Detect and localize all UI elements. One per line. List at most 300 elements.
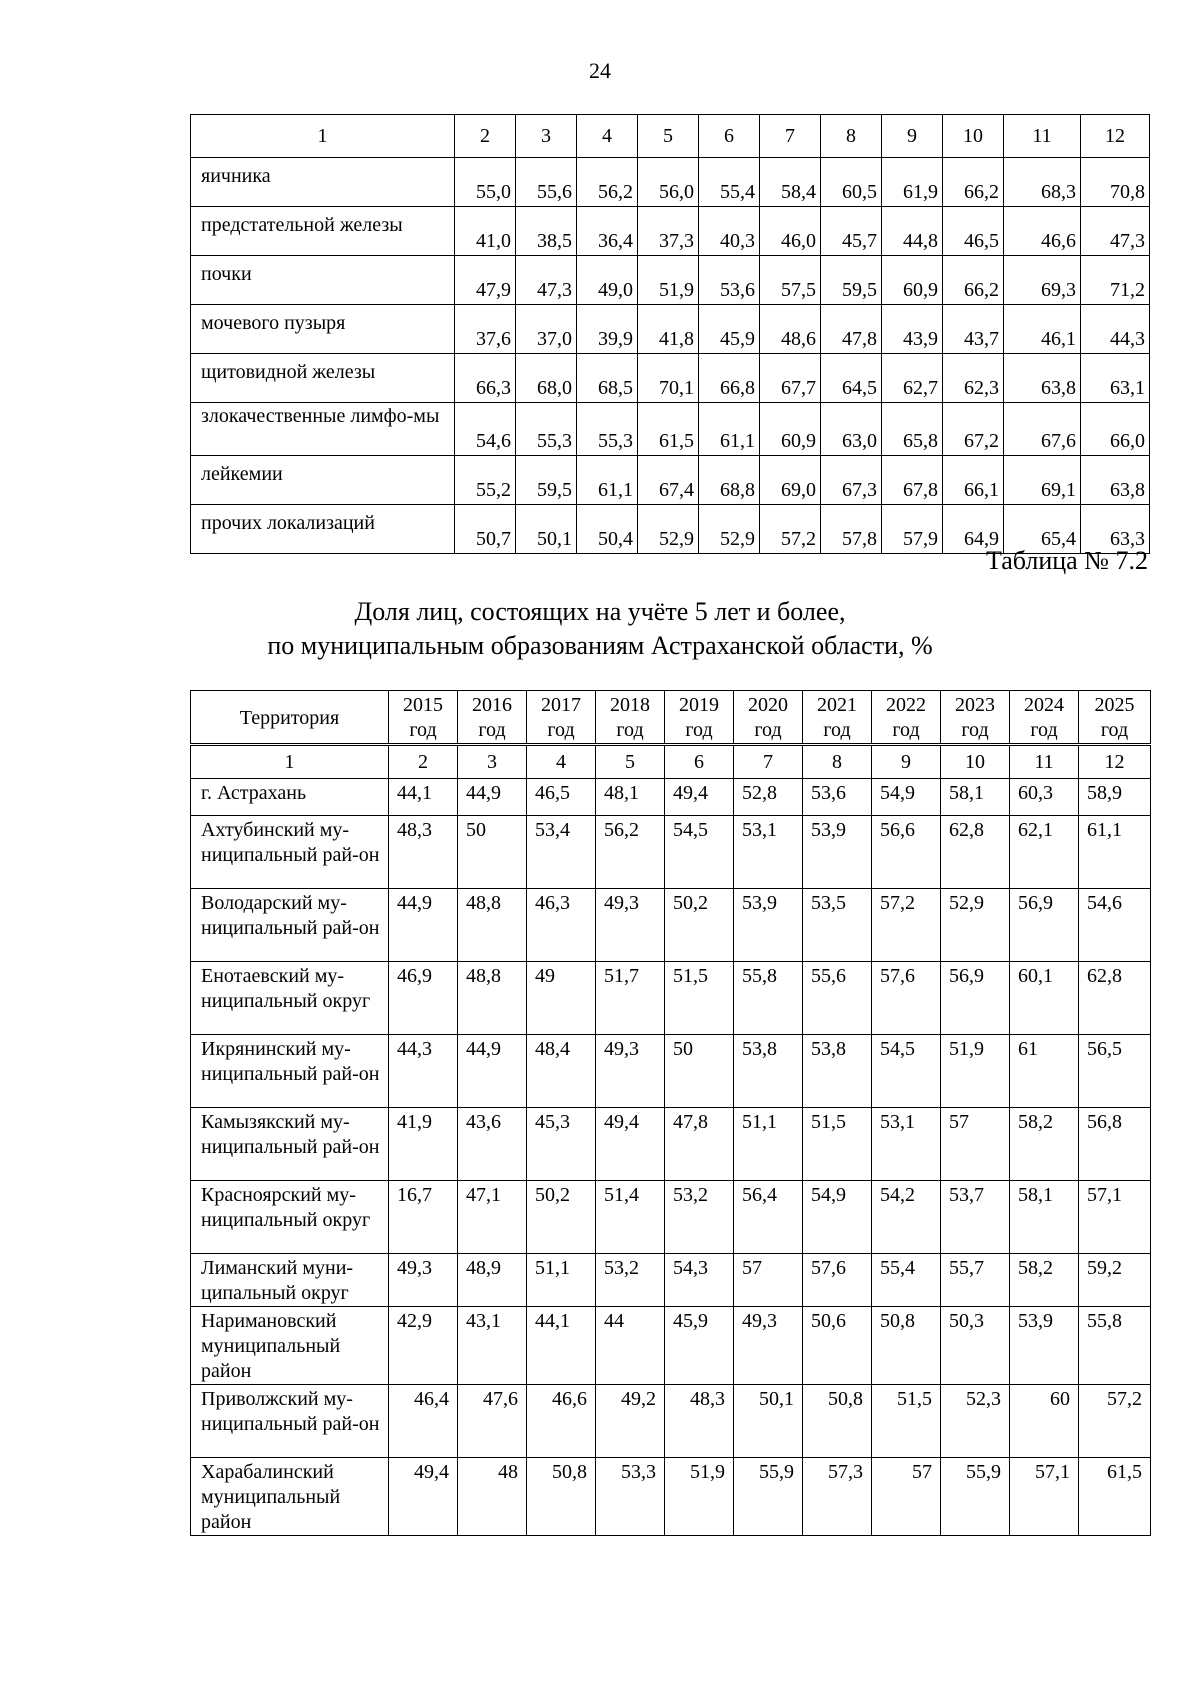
table-cell: 67,8: [882, 456, 943, 505]
year-unit: год: [1030, 719, 1058, 741]
table-cell: 55,4: [699, 158, 760, 207]
table-cell: 36,4: [577, 207, 638, 256]
table-cell: 57,2: [872, 889, 941, 962]
table-cell: 46,1: [1004, 305, 1081, 354]
table-cell: 51,1: [734, 1108, 803, 1181]
table-row: [191, 889, 1151, 962]
table-cell: 67,4: [638, 456, 699, 505]
table-cell: 50,6: [803, 1307, 872, 1385]
table1-header-cell: 11: [1004, 115, 1081, 158]
table-cell: 60,1: [1010, 962, 1079, 1035]
table1-header-cell: 2: [455, 115, 516, 158]
table-cell: 57,8: [821, 505, 882, 554]
table-cell: 56,9: [941, 962, 1010, 1035]
table-cell: 49,4: [596, 1108, 665, 1181]
table-cell: 44: [596, 1307, 665, 1385]
table-cell: 62,3: [943, 354, 1004, 403]
table-row: [191, 962, 1151, 1035]
table1-header-cell: 12: [1081, 115, 1150, 158]
table-cell: 51,4: [596, 1181, 665, 1254]
table-cell: 60,9: [760, 403, 821, 456]
table-cell: 48,8: [458, 962, 527, 1035]
table-row: [191, 207, 1150, 256]
table-cell: 69,3: [1004, 256, 1081, 305]
table-cell: 16,7: [389, 1181, 458, 1254]
table-cell: 55,7: [941, 1254, 1010, 1307]
territory-name: г. Астрахань: [191, 779, 389, 816]
table-cell: 50,8: [527, 1458, 596, 1536]
column-number-cell: 10: [941, 745, 1010, 779]
table-cell: 60,5: [821, 158, 882, 207]
territory-name: Наримановский муниципальный район: [191, 1307, 389, 1385]
row-label: лейкемии: [191, 456, 455, 505]
table-title-line-1: Доля лиц, состоящих на учёте 5 лет и более,: [354, 597, 846, 626]
table-cell: 56,2: [596, 816, 665, 889]
year-header-cell: [527, 691, 596, 745]
table-cell: 53,2: [665, 1181, 734, 1254]
table-cell: 54,3: [665, 1254, 734, 1307]
table-cell: 46,5: [527, 779, 596, 816]
table2-header-row: [191, 691, 1151, 745]
table-cell: 49,3: [596, 889, 665, 962]
table-cell: 54,5: [872, 1035, 941, 1108]
table-cell: 61,5: [638, 403, 699, 456]
year-unit: год: [616, 719, 644, 741]
column-number-cell: 1: [191, 745, 389, 779]
column-number-cell: 5: [596, 745, 665, 779]
row-label: почки: [191, 256, 455, 305]
table-cell: 62,8: [1079, 962, 1151, 1035]
table-cell: 57,1: [1079, 1181, 1151, 1254]
table-cell: 55,3: [577, 403, 638, 456]
year-header-cell: [803, 691, 872, 745]
table1-header-cell: 9: [882, 115, 943, 158]
table-cell: 49,2: [596, 1385, 665, 1458]
row-label: прочих локализаций: [191, 505, 455, 554]
table-cell: 56,6: [872, 816, 941, 889]
row-label: мочевого пузыря: [191, 305, 455, 354]
table-row: [191, 1385, 1151, 1458]
year-header-cell: [458, 691, 527, 745]
table-cell: 46,0: [760, 207, 821, 256]
table-cell: 51,5: [803, 1108, 872, 1181]
year-header-cell: [734, 691, 803, 745]
table-row: [191, 1035, 1151, 1108]
table-cell: 68,0: [516, 354, 577, 403]
year-label: 2019: [679, 694, 719, 716]
table-cell: 44,1: [389, 779, 458, 816]
table-cell: 52,9: [638, 505, 699, 554]
table-cell: 47,9: [455, 256, 516, 305]
table-cell: 48,8: [458, 889, 527, 962]
table-cell: 66,0: [1081, 403, 1150, 456]
table-cell: 56,9: [1010, 889, 1079, 962]
table-cell: 54,5: [665, 816, 734, 889]
table-row: [191, 305, 1150, 354]
table-cell: 58,1: [941, 779, 1010, 816]
table-cell: 51,9: [941, 1035, 1010, 1108]
table-cell: 62,1: [1010, 816, 1079, 889]
table-cell: 50,1: [734, 1385, 803, 1458]
table-cell: 66,2: [943, 256, 1004, 305]
table-cell: 44,9: [458, 779, 527, 816]
table1-header-cell: 6: [699, 115, 760, 158]
table-cell: 54,9: [872, 779, 941, 816]
table1-header-row: [191, 115, 1150, 158]
year-header-cell: [596, 691, 665, 745]
table-cell: 57,1: [1010, 1458, 1079, 1536]
year-unit: год: [409, 719, 437, 741]
column-number-cell: 3: [458, 745, 527, 779]
territory-name: Ахтубинский му-ниципальный рай-он: [191, 816, 389, 889]
table-cell: 45,9: [665, 1307, 734, 1385]
year-header-cell: [1010, 691, 1079, 745]
table-cell: 62,7: [882, 354, 943, 403]
table-cell: 54,6: [455, 403, 516, 456]
table-cell: 56,2: [577, 158, 638, 207]
table-cell: 57,2: [760, 505, 821, 554]
year-label: 2015: [403, 694, 443, 716]
table-cell: 68,3: [1004, 158, 1081, 207]
table-cell: 37,0: [516, 305, 577, 354]
table-cell: 37,6: [455, 305, 516, 354]
table-cell: 53,8: [803, 1035, 872, 1108]
table1-header-cell: 8: [821, 115, 882, 158]
territory-name: Енотаевский му-ниципальный округ: [191, 962, 389, 1035]
table-cell: 58,4: [760, 158, 821, 207]
table1-header-cell: 1: [191, 115, 455, 158]
table-cell: 48: [458, 1458, 527, 1536]
table-cell: 55,6: [803, 962, 872, 1035]
year-unit: год: [1100, 719, 1129, 741]
table-row: [191, 1458, 1151, 1536]
table-cell: 58,1: [1010, 1181, 1079, 1254]
territory-name: Володарский му-ниципальный рай-он: [191, 889, 389, 962]
table-cell: 61,5: [1079, 1458, 1151, 1536]
table-cell: 66,1: [943, 456, 1004, 505]
year-label: 2020: [748, 694, 788, 716]
table-row: [191, 456, 1150, 505]
territory-name: Красноярский му-ниципальный округ: [191, 1181, 389, 1254]
table-cell: 68,8: [699, 456, 760, 505]
table-row: [191, 1307, 1151, 1385]
table-cell: 55,8: [1079, 1307, 1151, 1385]
table-cell: 70,8: [1081, 158, 1150, 207]
table-cell: 45,9: [699, 305, 760, 354]
table-cell: 69,1: [1004, 456, 1081, 505]
table-cell: 46,5: [943, 207, 1004, 256]
table-cell: 61,1: [1079, 816, 1151, 889]
table-cell: 51,9: [665, 1458, 734, 1536]
table-cell: 46,3: [527, 889, 596, 962]
table-row: [191, 1181, 1151, 1254]
table-cell: 46,6: [1004, 207, 1081, 256]
column-number-cell: 11: [1010, 745, 1079, 779]
table-cell: 58,2: [1010, 1108, 1079, 1181]
year-label: 2023: [955, 694, 995, 716]
table-cell: 57,3: [803, 1458, 872, 1536]
table-cell: 51,5: [872, 1385, 941, 1458]
table-cell: 49,0: [577, 256, 638, 305]
table-cell: 44,1: [527, 1307, 596, 1385]
table-cell: 60: [1010, 1385, 1079, 1458]
table-cell: 63,1: [1081, 354, 1150, 403]
year-label: 2024: [1024, 694, 1064, 716]
table-cell: 53,8: [734, 1035, 803, 1108]
year-header-cell: [665, 691, 734, 745]
table-cell: 52,9: [941, 889, 1010, 962]
table-cell: 53,5: [803, 889, 872, 962]
table-cell: 50: [458, 816, 527, 889]
row-label: щитовидной железы: [191, 354, 455, 403]
table-cell: 48,9: [458, 1254, 527, 1307]
table-row: [191, 779, 1151, 816]
table2-number-row: [191, 745, 1151, 779]
oncology-table-continued: [190, 114, 1150, 554]
table-cell: 53,9: [734, 889, 803, 962]
table-cell: 41,0: [455, 207, 516, 256]
table-cell: 61,1: [699, 403, 760, 456]
table-cell: 61,1: [577, 456, 638, 505]
table-cell: 57: [941, 1108, 1010, 1181]
table-caption: Таблица № 7.2: [985, 546, 1148, 575]
table-cell: 54,9: [803, 1181, 872, 1254]
table-cell: 47,3: [516, 256, 577, 305]
table-cell: 57,6: [872, 962, 941, 1035]
table-cell: 48,3: [389, 816, 458, 889]
year-unit: год: [754, 719, 782, 741]
year-header-cell: [941, 691, 1010, 745]
year-unit: год: [892, 719, 920, 741]
table-row: [191, 158, 1150, 207]
table-cell: 39,9: [577, 305, 638, 354]
year-label: 2017: [541, 694, 581, 716]
table-cell: 48,6: [760, 305, 821, 354]
year-unit: год: [823, 719, 851, 741]
table-cell: 46,4: [389, 1385, 458, 1458]
year-unit: год: [478, 719, 506, 741]
table-cell: 51,7: [596, 962, 665, 1035]
table-cell: 67,2: [943, 403, 1004, 456]
table-cell: 59,2: [1079, 1254, 1151, 1307]
table-cell: 55,0: [455, 158, 516, 207]
year-label: 2025: [1094, 694, 1135, 716]
year-unit: год: [547, 719, 575, 741]
table-cell: 71,2: [1081, 256, 1150, 305]
table-cell: 49: [527, 962, 596, 1035]
territory-name: Камызякский му-ниципальный рай-он: [191, 1108, 389, 1181]
year-label: 2021: [817, 694, 857, 716]
row-label: предстательной железы: [191, 207, 455, 256]
table-cell: 66,3: [455, 354, 516, 403]
table-cell: 68,5: [577, 354, 638, 403]
table-cell: 48,4: [527, 1035, 596, 1108]
table-cell: 57: [872, 1458, 941, 1536]
table-cell: 53,6: [699, 256, 760, 305]
table-cell: 45,3: [527, 1108, 596, 1181]
table-cell: 43,1: [458, 1307, 527, 1385]
table-row: [191, 816, 1151, 889]
year-unit: год: [961, 719, 989, 741]
table-cell: 51,9: [638, 256, 699, 305]
table-cell: 65,4: [1004, 505, 1081, 554]
table-cell: 53,2: [596, 1254, 665, 1307]
municipal-table: [190, 690, 1151, 1536]
table-cell: 45,7: [821, 207, 882, 256]
table-cell: 43,6: [458, 1108, 527, 1181]
table-cell: 51,1: [527, 1254, 596, 1307]
table-cell: 69,0: [760, 456, 821, 505]
table-cell: 41,8: [638, 305, 699, 354]
table-cell: 44,3: [389, 1035, 458, 1108]
year-label: 2018: [610, 694, 650, 716]
table-title-line-2: по муниципальным образованиям Астраханской области, %: [267, 631, 933, 660]
table-cell: 48,1: [596, 779, 665, 816]
territory-name: Приволжский му-ниципальный рай-он: [191, 1385, 389, 1458]
table-cell: 63,8: [1004, 354, 1081, 403]
table-cell: 47,8: [665, 1108, 734, 1181]
table-cell: 50,8: [872, 1307, 941, 1385]
table-cell: 47,6: [458, 1385, 527, 1458]
table-cell: 65,8: [882, 403, 943, 456]
table-cell: 53,6: [803, 779, 872, 816]
table-cell: 52,3: [941, 1385, 1010, 1458]
table-cell: 49,4: [665, 779, 734, 816]
table-cell: 56,8: [1079, 1108, 1151, 1181]
table-cell: 43,9: [882, 305, 943, 354]
year-unit: год: [685, 719, 713, 741]
table-row: [191, 1108, 1151, 1181]
table-cell: 52,9: [699, 505, 760, 554]
year-label: 2016: [472, 694, 512, 716]
table-cell: 53,1: [872, 1108, 941, 1181]
table-cell: 38,5: [516, 207, 577, 256]
page-number: 24: [589, 58, 611, 83]
year-header-cell: [389, 691, 458, 745]
column-number-cell: 7: [734, 745, 803, 779]
table1-header-cell: 7: [760, 115, 821, 158]
table-cell: 49,3: [596, 1035, 665, 1108]
table-cell: 57,5: [760, 256, 821, 305]
table-cell: 55,9: [734, 1458, 803, 1536]
table-cell: 37,3: [638, 207, 699, 256]
table-cell: 67,6: [1004, 403, 1081, 456]
table-cell: 50,7: [455, 505, 516, 554]
table-cell: 63,0: [821, 403, 882, 456]
territory-name: Лиманский муни-ципальный округ: [191, 1254, 389, 1307]
year-header-cell: [872, 691, 941, 745]
column-number-cell: 12: [1079, 745, 1151, 779]
table-cell: 60,9: [882, 256, 943, 305]
column-number-cell: 2: [389, 745, 458, 779]
table-cell: 50: [665, 1035, 734, 1108]
table-cell: 44,8: [882, 207, 943, 256]
table-cell: 63,8: [1081, 456, 1150, 505]
table1-header-cell: 10: [943, 115, 1004, 158]
table-cell: 60,3: [1010, 779, 1079, 816]
year-header-cell: [1079, 691, 1151, 745]
table-cell: 57,9: [882, 505, 943, 554]
table-cell: 55,6: [516, 158, 577, 207]
table1-header-cell: 5: [638, 115, 699, 158]
table-cell: 66,8: [699, 354, 760, 403]
territory-name: Икрянинский му-ниципальный рай-он: [191, 1035, 389, 1108]
table-cell: 50,1: [516, 505, 577, 554]
table-cell: 55,3: [516, 403, 577, 456]
table-cell: 64,5: [821, 354, 882, 403]
table-cell: 51,5: [665, 962, 734, 1035]
table-cell: 57,2: [1079, 1385, 1151, 1458]
table-cell: 67,3: [821, 456, 882, 505]
territory-header: Территория: [191, 691, 389, 745]
table-cell: 50,4: [577, 505, 638, 554]
table-cell: 59,5: [516, 456, 577, 505]
table-cell: 52,8: [734, 779, 803, 816]
table-cell: 53,9: [803, 816, 872, 889]
table-row: [191, 403, 1150, 456]
table-cell: 50,2: [527, 1181, 596, 1254]
table-cell: 70,1: [638, 354, 699, 403]
table-cell: 55,9: [941, 1458, 1010, 1536]
table-cell: 56,4: [734, 1181, 803, 1254]
table-cell: 59,5: [821, 256, 882, 305]
row-label: яичника: [191, 158, 455, 207]
table-cell: 48,3: [665, 1385, 734, 1458]
table-cell: 50,8: [803, 1385, 872, 1458]
table-cell: 57: [734, 1254, 803, 1307]
table-cell: 46,9: [389, 962, 458, 1035]
year-label: 2022: [886, 694, 926, 716]
table-cell: 44,3: [1081, 305, 1150, 354]
table-cell: 43,7: [943, 305, 1004, 354]
table-cell: 66,2: [943, 158, 1004, 207]
table-cell: 42,9: [389, 1307, 458, 1385]
table-cell: 44,9: [389, 889, 458, 962]
table-cell: 49,4: [389, 1458, 458, 1536]
table-row: [191, 1254, 1151, 1307]
table-cell: 56,0: [638, 158, 699, 207]
table-cell: 63,3: [1081, 505, 1150, 554]
table-cell: 61,9: [882, 158, 943, 207]
column-number-cell: 4: [527, 745, 596, 779]
table-cell: 67,7: [760, 354, 821, 403]
table-cell: 64,9: [943, 505, 1004, 554]
table-cell: 49,3: [734, 1307, 803, 1385]
table-cell: 57,6: [803, 1254, 872, 1307]
table1-header-cell: 4: [577, 115, 638, 158]
table-cell: 41,9: [389, 1108, 458, 1181]
table-cell: 55,2: [455, 456, 516, 505]
table-cell: 49,3: [389, 1254, 458, 1307]
table-cell: 44,9: [458, 1035, 527, 1108]
table-cell: 53,1: [734, 816, 803, 889]
table-cell: 53,3: [596, 1458, 665, 1536]
table-cell: 56,5: [1079, 1035, 1151, 1108]
table-cell: 46,6: [527, 1385, 596, 1458]
table-cell: 62,8: [941, 816, 1010, 889]
column-number-cell: 6: [665, 745, 734, 779]
table-cell: 61: [1010, 1035, 1079, 1108]
column-number-cell: 9: [872, 745, 941, 779]
table-cell: 50,3: [941, 1307, 1010, 1385]
table-cell: 55,8: [734, 962, 803, 1035]
territory-name: Харабалинский муниципальный район: [191, 1458, 389, 1536]
table-cell: 55,4: [872, 1254, 941, 1307]
table-cell: 53,9: [1010, 1307, 1079, 1385]
table-cell: 47,1: [458, 1181, 527, 1254]
table-cell: 58,9: [1079, 779, 1151, 816]
table1-header-cell: 3: [516, 115, 577, 158]
